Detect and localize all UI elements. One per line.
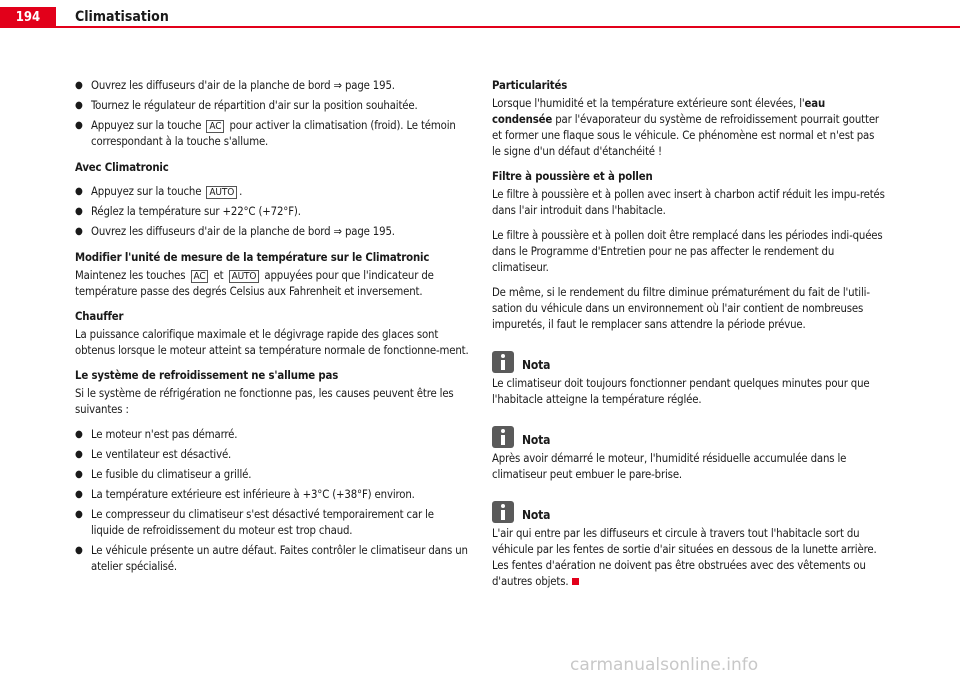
list-item: ● Ouvrez les diffuseurs d'air de la planche de bord ⇒ page 195. [75, 225, 395, 238]
list-item: ● Réglez la température sur +22°C (+72°F). [75, 205, 301, 218]
list-item: ● Le véhicule présente un autre défaut. Faites contrôler le climatiseur dans un atelier spécialisé. [75, 544, 468, 573]
section-heading: Particularités [492, 79, 568, 92]
ac-key-label: AC [206, 120, 224, 133]
page-title: Climatisation [75, 9, 169, 25]
note-header: Nota [492, 351, 886, 373]
paragraph: Maintenez les touches AC et AUTO appuyées pour que l'indicateur de température passe des degrés Celsius aux Fahrenheit et inversement. [75, 269, 434, 298]
auto-key-label: AUTO [206, 186, 237, 199]
section-heading: Modifier l'unité de mesure de la température sur le Climatronic [75, 251, 430, 264]
list-item: ● Le ventilateur est désactivé. [75, 448, 232, 461]
note-text: Le climatiseur doit toujours fonctionner pendant quelques minutes pour que l'habitacle atteigne la température réglée. [492, 377, 870, 406]
paragraph: Le filtre à poussière et à pollen doit être remplacé dans les périodes indi-quées dans le Programme d'Entretien pour ne pas affecter le rendement du climatiseur. [492, 229, 883, 274]
section-heading: Avec Climatronic [75, 161, 169, 174]
paragraph: La puissance calorifique maximale et le dégivrage rapide des glaces sont obtenus lorsque le moteur atteint sa température normale de fonctionne-ment. [75, 328, 469, 357]
info-icon [492, 351, 514, 373]
section-heading: Chauffer [75, 310, 124, 323]
watermark: carmanualsonline.info [570, 655, 759, 675]
info-icon [492, 426, 514, 448]
page-number: 194 [0, 7, 56, 28]
list-item: ● Appuyez sur la touche AC pour activer la climatisation (froid). Le témoin correspondant à la touche s'allume. [75, 119, 456, 148]
info-icon [492, 501, 514, 523]
list-item: ● Le compresseur du climatiseur s'est désactivé temporairement car le liquide de refroidissement du moteur est trop chaud. [75, 508, 434, 537]
list-item: ● Tournez le régulateur de répartition d'air sur la position souhaitée. [75, 99, 418, 112]
paragraph: Le filtre à poussière et à pollen avec insert à charbon actif réduit les impu-retés dans l'air introduit dans l'habitacle. [492, 188, 885, 217]
paragraph: Si le système de réfrigération ne fonctionne pas, les causes peuvent être les suivantes : [75, 387, 454, 416]
end-marker [572, 578, 579, 585]
header-rule [56, 26, 960, 28]
list-item: ● Le fusible du climatiseur a grillé. [75, 468, 252, 481]
paragraph: Lorsque l'humidité et la température extérieure sont élevées, l'eau condensée par l'évaporateur du système de refroidissement pourrait goutter et former une flaque sous le véhicule. Ce phénomène est normal et n'est pas le signe d'un défaut d'étanchéité ! [492, 97, 879, 158]
paragraph: De même, si le rendement du filtre diminue prématurément du fait de l'utili-sation du véhicule dans un environnement où l'air contient de nombreuses impuretés, il faut le remplacer sans attendre la période prévue. [492, 286, 870, 331]
page-header [0, 0, 960, 28]
list-item: ● La température extérieure est inférieure à +3°C (+38°F) environ. [75, 488, 415, 501]
note-text: Après avoir démarré le moteur, l'humidité résiduelle accumulée dans le climatiseur peut embuer le pare-brise. [492, 452, 847, 481]
note-header: Nota [492, 501, 886, 523]
right-column [492, 78, 886, 599]
section-heading: Filtre à poussière et à pollen [492, 170, 653, 183]
note-text: L'air qui entre par les diffuseurs et circule à travers tout l'habitacle sort du véhicule par les fentes de sortie d'air situées en dessous de la lunette arrière. Les fentes d'aération ne doivent pas être obstruées avec des vêtements ou d'autres objets. [492, 527, 877, 588]
note-header: Nota [492, 426, 886, 448]
list-item: ● Le moteur n'est pas démarré. [75, 428, 238, 441]
list-item: ● Ouvrez les diffuseurs d'air de la planche de bord ⇒ page 195. [75, 79, 395, 92]
left-column [75, 78, 469, 579]
section-heading: Le système de refroidissement ne s'allume pas [75, 369, 339, 382]
list-item: ● Appuyez sur la touche AUTO . [75, 185, 243, 198]
